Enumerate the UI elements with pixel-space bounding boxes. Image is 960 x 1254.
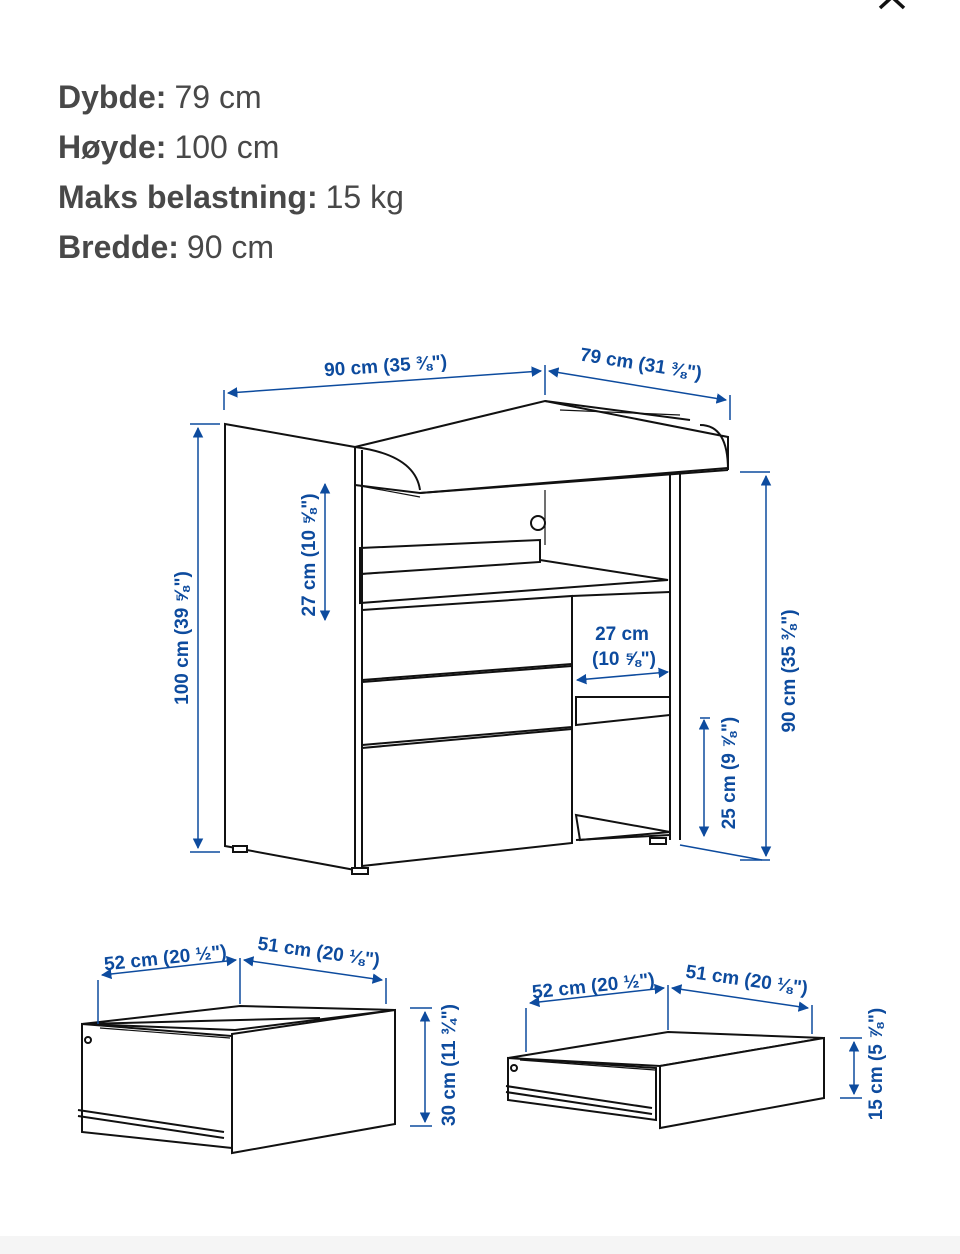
bottom-divider [0,1236,960,1254]
spec-value: 90 cm [186,229,275,265]
shelf-gap-label: 27 cm (10 ⅝") [299,493,320,617]
table-height-label: 90 cm (35 ⅜") [779,609,800,733]
width-label: 90 cm (35 ⅜") [323,351,448,382]
depth-label: 79 cm (31 ⅜") [578,344,704,385]
lower-height-label: 25 cm (9 ⅞") [719,716,740,830]
right-shelf-label: 27 cm [595,624,649,645]
right-shelf-label-inches: (10 ⅝") [592,649,656,670]
spec-label: Dybde: [58,79,167,115]
large-drawer-height-label: 30 cm (11 ¾") [439,1003,460,1127]
height-label: 100 cm (39 ⅝") [172,571,193,705]
spec-value: 100 cm [174,129,280,165]
large-drawer-illustration [78,1006,395,1153]
spec-value: 15 kg [325,179,404,215]
small-drawer-width-label: 52 cm (20 ½") [531,969,656,1004]
changing-table-illustration [225,401,728,874]
spec-label: Bredde: [58,229,179,265]
small-drawer-depth-label: 51 cm (20 ⅛") [684,961,810,1000]
spec-value: 79 cm [174,79,262,115]
large-drawer-depth-label: 51 cm (20 ⅛") [256,933,382,972]
large-drawer-width-label: 52 cm (20 ½") [103,941,228,976]
spec-label: Høyde: [58,129,167,165]
small-drawer-height-label: 15 cm (5 ⅞") [866,1007,887,1121]
spec-label: Maks belastning: [58,179,318,215]
small-drawer-illustration [506,1032,824,1128]
